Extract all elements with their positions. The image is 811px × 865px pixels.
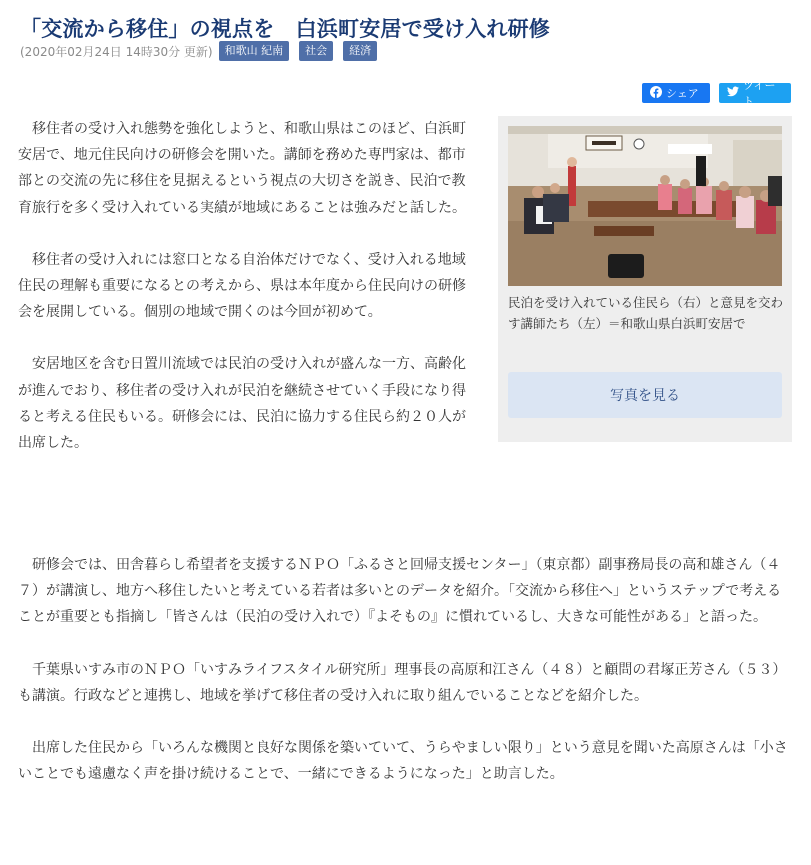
tag-society[interactable]: 社会 bbox=[299, 41, 333, 61]
twitter-bird-icon bbox=[727, 86, 739, 100]
paragraph-2: 移住者の受け入れには窓口となる自治体だけでなく、受け入れる地域住民の理解も重要になるとの考えから、県は本年度から住民向けの研修会を展開している。個別の地域で開くのは今回が初めて。 bbox=[18, 251, 466, 321]
article-photo[interactable] bbox=[508, 126, 782, 286]
tag-region[interactable]: 和歌山 紀南 bbox=[219, 41, 290, 61]
paragraph-6: 出席した住民から「いろんな機関と良好な関係を築いていて、うらやましい限り」という意見を聞いた高原さんは「小さいことでも遠慮なく声を掛け続けることで、一緒にできるようになった」と助言した。 bbox=[18, 740, 788, 783]
view-photo-button[interactable]: 写真を見る bbox=[508, 372, 782, 418]
paragraph-1: 移住者の受け入れ態勢を強化しようと、和歌山県はこのほど、白浜町安居で、地元住民向けの研修会を開いた。講師を務めた専門家は、都市部との交流の先に移住を見据えるという視点の大切さを説き、民泊で教育旅行を多く受け入れている実績が地域にあることは強みだと話した。 bbox=[18, 121, 466, 216]
facebook-icon bbox=[650, 86, 662, 101]
photo-caption: 民泊を受け入れている住民ら（右）と意見を交わす講師たち（左）＝和歌山県白浜町安居で bbox=[508, 295, 784, 331]
article-meta bbox=[20, 40, 387, 62]
publish-date: (2020年02月24日 14時30分 更新) bbox=[20, 44, 213, 59]
article-body-full bbox=[18, 552, 792, 813]
meeting-room-photo bbox=[508, 126, 782, 286]
article-body-left bbox=[18, 116, 476, 482]
article-title: 「交流から移住」の視点を 白浜町安居で受け入れ研修 bbox=[20, 17, 550, 42]
twitter-share-button[interactable] bbox=[719, 79, 791, 108]
twitter-share-label: ツイート bbox=[743, 79, 776, 108]
tag-economy[interactable]: 経済 bbox=[343, 41, 377, 61]
paragraph-5: 千葉県いすみ市のＮＰＯ「いすみライフスタイル研究所」理事長の高原和江さん（４８）と顧問の君塚正芳さん（５３）も講演。行政などと連携し、地域を挙げて移住者の受け入れに取り組んでいることなどを紹介した。 bbox=[18, 661, 787, 704]
photo-panel bbox=[498, 116, 792, 442]
paragraph-3: 安居地区を含む日置川流域では民泊の受け入れが盛んな一方、高齢化が進んでおり、移住者の受け入れが民泊を継続させていく手段になり得ると考える住民もいる。研修会には、民泊に協力する住民ら約２０人が出席した。 bbox=[18, 356, 466, 452]
facebook-share-label: シェア bbox=[666, 87, 699, 100]
paragraph-4: 研修会では、田舎暮らし希望者を支援するＮＰＯ「ふるさと回帰支援センター」（東京都）副事務局長の高和雄さん（４７）が講演し、地方へ移住したいと考えている若者は多いとのデータを紹介。「交流から移住へ」というステップで考えることが重要とも指摘し「皆さんは（民泊の受け入れで）『よそもの』に慣れているし、大きな可能性がある」と語った。 bbox=[18, 557, 782, 626]
facebook-share-button[interactable] bbox=[642, 83, 710, 103]
